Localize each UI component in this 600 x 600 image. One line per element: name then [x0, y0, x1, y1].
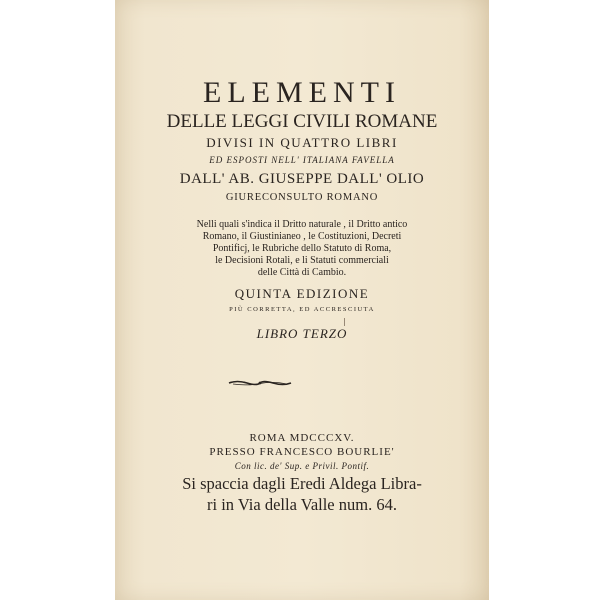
author-role: GIURECONSULTO ROMANO	[225, 192, 379, 203]
book-title: ELEMENTI	[203, 76, 401, 109]
imprint-place-year: ROMA MDCCCXV.	[249, 432, 355, 444]
author-name: DALL' AB. GIUSEPPE DALL' OLIO	[179, 171, 425, 187]
imprint-seller-line: Si spaccia dagli Eredi Aldega Libra-	[182, 474, 422, 493]
description-line: Romano, il Giustinianeo , le Costituzioni, Decreti	[202, 231, 402, 242]
description-line: Nelli quali s'indica il Dritto naturale , il Dritto antico	[196, 219, 408, 230]
volume-label: LIBRO TERZO	[256, 326, 348, 341]
title-page	[115, 0, 489, 600]
language-note: ED ESPOSTI NELL' ITALIANA FAVELLA	[209, 155, 395, 165]
imprint-printer: PRESSO FRANCESCO BOURLIE'	[209, 446, 395, 458]
division-note: DIVISI IN QUATTRO LIBRI	[206, 135, 398, 150]
imprint-seller-line: ri in Via della Valle num. 64.	[207, 495, 397, 514]
ornament-rule-icon	[227, 378, 293, 388]
edition-label: QUINTA EDIZIONE	[234, 286, 370, 301]
book-subtitle: DELLE LEGGI CIVILI ROMANE	[166, 111, 438, 132]
description-line: Pontificj, le Rubriche dello Statuto di Roma,	[212, 243, 392, 254]
ink-mark	[344, 318, 345, 326]
edition-note: PIÙ CORRETTA, ED ACCRESCIUTA	[229, 306, 375, 313]
description-line: le Decisioni Rotali, e li Statuti commerciali	[215, 255, 389, 266]
description-line: delle Città di Cambio.	[257, 267, 347, 278]
imprint-license: Con lic. de' Sup. e Privil. Pontif.	[234, 461, 370, 471]
